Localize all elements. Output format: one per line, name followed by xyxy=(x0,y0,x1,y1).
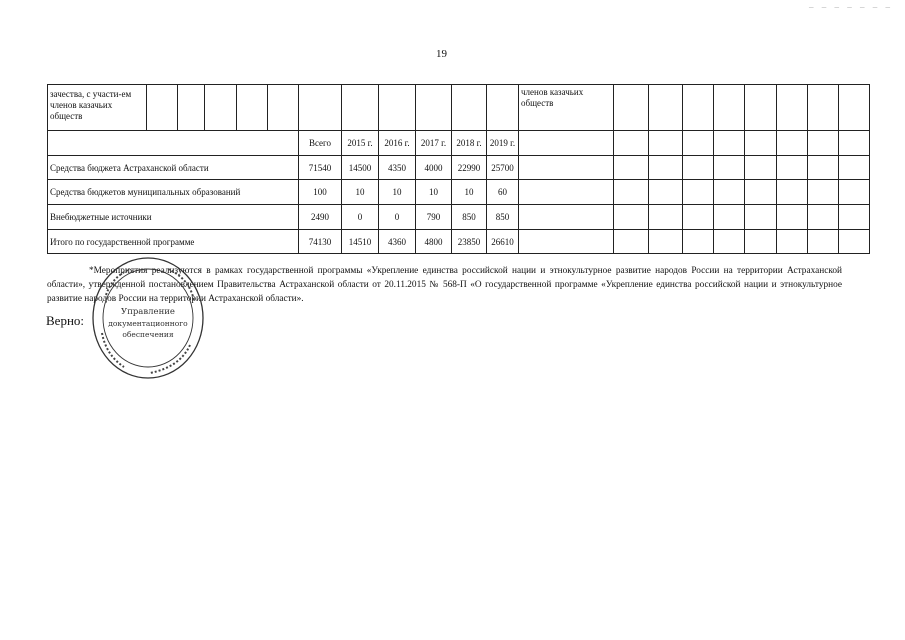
cell-value: 22990 xyxy=(452,156,487,180)
page-number: 19 xyxy=(436,48,447,60)
stamp-line1: Управление xyxy=(121,307,175,317)
cell-value: 25700 xyxy=(487,156,519,180)
cell-value: 850 xyxy=(452,205,487,230)
row-label: Внебюджетные источники xyxy=(48,205,299,230)
cell-value: 4000 xyxy=(416,156,452,180)
table-header-row xyxy=(48,131,870,156)
cell-value: 0 xyxy=(379,205,416,230)
row-label: Средства бюджетов муниципальных образований xyxy=(48,180,299,205)
cell-value: 23850 xyxy=(452,230,487,254)
header-2015: 2015 г. xyxy=(342,131,379,156)
stamp-line3: обеспечения xyxy=(122,330,174,339)
table-row-first xyxy=(48,85,870,131)
header-total: Всего xyxy=(299,131,342,156)
cell-value: 4350 xyxy=(379,156,416,180)
budget-table xyxy=(47,84,870,254)
cell-value: 10 xyxy=(416,180,452,205)
cell-value: 74130 xyxy=(299,230,342,254)
row-label: Средства бюджета Астраханской области xyxy=(48,156,299,180)
first-row-mid-cell: членов казачьих обществ xyxy=(519,85,614,131)
table-row xyxy=(48,205,870,230)
footnote-text: *Мероприятия реализуются в рамках государственной программы «Укрепление единства российской нации и этнокультурное развитие народов России на территории Астраханской области», утвержденной постановлением Правительства Астраханской области от 20.11.2015 № 568-П «О государственной программе «Укрепление единства российской нации и этнокультурное развитие народов России на территории Астраханской области». xyxy=(47,266,842,304)
cell-value: 26610 xyxy=(487,230,519,254)
header-2016: 2016 г. xyxy=(379,131,416,156)
cell-value: 14500 xyxy=(342,156,379,180)
cell-value: 14510 xyxy=(342,230,379,254)
cell-value: 10 xyxy=(452,180,487,205)
cell-value: 100 xyxy=(299,180,342,205)
cell-value: 4360 xyxy=(379,230,416,254)
cell-value: 790 xyxy=(416,205,452,230)
table-row xyxy=(48,156,870,180)
cell-value: 10 xyxy=(342,180,379,205)
cell-value: 850 xyxy=(487,205,519,230)
cell-value: 10 xyxy=(379,180,416,205)
table-row-total xyxy=(48,230,870,254)
row-label: Итого по государственной программе xyxy=(48,230,299,254)
cell-value: 60 xyxy=(487,180,519,205)
cell-value: 4800 xyxy=(416,230,452,254)
cell-value: 2490 xyxy=(299,205,342,230)
cell-value: 71540 xyxy=(299,156,342,180)
stamp-line2: документационного xyxy=(108,319,188,328)
corner-mark: – – – – – – – xyxy=(809,2,893,12)
verno-label: Верно: xyxy=(46,313,85,328)
header-2018: 2018 г. xyxy=(452,131,487,156)
header-2017: 2017 г. xyxy=(416,131,452,156)
first-row-left-cell: зачества, с участи-ем членов казачьих обществ xyxy=(48,85,147,131)
cell-value: 0 xyxy=(342,205,379,230)
header-2019: 2019 г. xyxy=(487,131,519,156)
official-stamp xyxy=(90,255,206,381)
table-row xyxy=(48,180,870,205)
